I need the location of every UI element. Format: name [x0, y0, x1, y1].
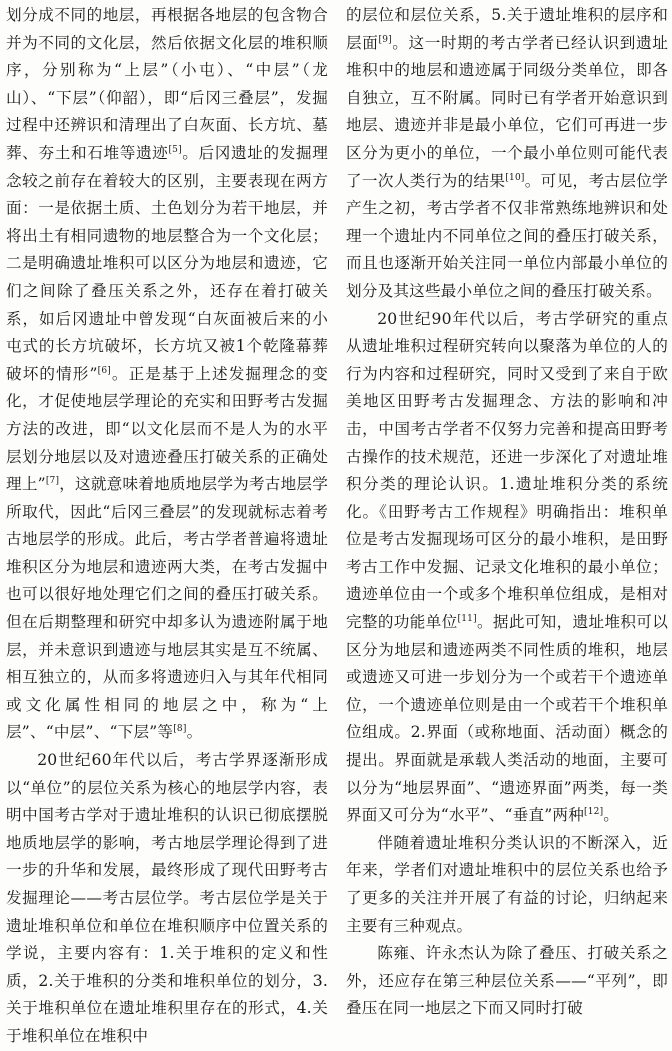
paragraph — [346, 306, 668, 830]
citation-ref[interactable]: [10] — [505, 172, 525, 183]
right-column — [346, 2, 668, 1023]
paragraph — [6, 747, 328, 1051]
text-run: ，这就意味着地质地层学为考古地层学所取代，因此“后冈三叠层”的发现就标志着考古地层学的形成。此后，考古学者普遍将遗址堆积区分为地层和遗迹两大类，在考古发掘中也可以很好地处理它们之间的叠压打破关系。但在后期整理和研究中却多认为遗迹附属于地层，并未意识到遗迹与地层其实是互不统属、相互独立的，从而多将遗迹归入与其年代相同或文化属性相同的地层之中，称为“上层”、“中层”、“下层”等 — [6, 475, 329, 742]
paragraph — [346, 830, 668, 940]
text-run: 。这一时期的考古学者已经认识到遗址堆积中的地层和遗迹属于同级分类单位，即各自独立，互不附属。同时已有学者开始意识到地层、遗迹并非是最小单位，它们可再进一步区分为更小的单位，一个最小单位则可能代表了一次人类行为的结果 — [346, 33, 669, 190]
text-run: 陈雍、许永杰认为除了叠压、打破关系之外，还应存在第三种层位关系——“平列”，即叠压在同一地层之下而又同时打破 — [346, 944, 668, 1018]
text-run: 20世纪90年代以后，考古学研究的重点从遗址堆积过程研究转向以聚落为单位的人的行为内容和过程研究，同时又受到了来自于欧美地区田野考古发掘理念、方法的影响和冲击，中国考古学者不仅努力完善和提高田野考古操作的技术规范，还进一步深化了对遗址堆积分类的理论认识。1.遗址堆积分类的系统化。《田野考古工作规程》明确指出：堆积单位是考古发掘现场可区分的最小堆积，是田野考古工作中发掘、记录文化堆积的最小单位；遗迹单位由一个或多个堆积单位组成，是相对完整的功能单位 — [346, 309, 668, 632]
citation-ref[interactable]: [5] — [168, 144, 182, 155]
citation-ref[interactable]: [6] — [97, 365, 111, 376]
text-run: 划分成不同的地层，再根据各地层的包含物合并为不同的文化层，然后依据文化层的堆积顺序，分别称为“上层”（小屯）、“中层”（龙山）、“下层”（仰韶），即“后冈三叠层”，发掘过程中还辨识和清理出了白灰面、长方坑、墓葬、夯土和石堆等遗迹 — [6, 6, 328, 162]
paragraph — [346, 2, 668, 306]
text-run: 。正是基于上述发掘理念的变化，才促使地层学理论的充实和田野考古发掘方法的改进，即“以文化层而不是人为的水平层划分地层以及对遗迹叠压打破关系的正确处理上” — [6, 364, 328, 494]
citation-ref[interactable]: [12] — [584, 807, 604, 818]
text-run: 。据此可知，遗址堆积可以区分为地层和遗迹两类不同性质的堆积，地层或遗迹又可进一步划分为一个或若干个遗迹单位，一个遗迹单位则是由一个或若干个堆积单位组成。2.界面（或称地面、活动面）概念的提出。界面就是承载人类活动的地面，主要可以分为“地层界面”、“遗迹界面”两类，每一类界面又可分为“水平”、“垂直”两种 — [346, 613, 668, 825]
paragraph — [6, 2, 328, 747]
text-run: 。 — [186, 723, 203, 742]
citation-ref[interactable]: [11] — [457, 614, 477, 625]
text-run: 。 — [603, 806, 620, 825]
text-run: 的层位和层位关系，5.关于遗址堆积的层序和层面 — [346, 6, 668, 52]
citation-ref[interactable]: [8] — [173, 724, 187, 735]
text-run: 。后冈遗址的发掘理念较之前存在着较大的区别，主要表现在两方面：一是依据土质、土色划分为若干地层，并将出土有相同遗物的地层整合为一个文化层；二是明确遗址堆积可以区分为地层和遗迹，它们之间除了叠压关系之外，还存在着打破关系，如后冈遗址中曾发现“白灰面被后来的小屯式的长方坑破坏，长方坑又被1个乾隆幕葬破坏的情形” — [6, 143, 328, 383]
citation-ref[interactable]: [9] — [378, 34, 392, 45]
text-run: 伴随着遗址堆积分类认识的不断深入，近年来，学者们对遗址堆积中的层位关系也给予了更多的关注并开展了有益的讨论，归纳起来主要有三种观点。 — [346, 833, 668, 935]
text-run: 。可见，考古层位学产生之初，考古学者不仅非常熟练地辨识和处理一个遗址内不同单位之间的叠压打破关系，而且也逐渐开始关注同一单位内部最小单位的划分及其这些最小单位之间的叠压打破关系。 — [346, 171, 668, 300]
citation-ref[interactable]: [7] — [45, 476, 60, 487]
left-column — [6, 2, 328, 1051]
text-run: 20世纪60年代以后，考古学界逐渐形成以“单位”的层位关系为核心的地层学内容，表明中国考古学对于遗址堆积的认识已彻底摆脱地质地层学的影响，考古地层学理论得到了进一步的升华和发展，最终形成了现代田野考古发掘理论——考古层位学。考古层位学是关于遗址堆积单位和单位在堆积顺序中位置关系的学说，主要内容有：1.关于堆积的定义和性质，2.关于堆积的分类和堆积单位的划分，3.关于堆积单位在遗址堆积里存在的形式，4.关于堆积单位在堆积中 — [6, 751, 328, 1045]
